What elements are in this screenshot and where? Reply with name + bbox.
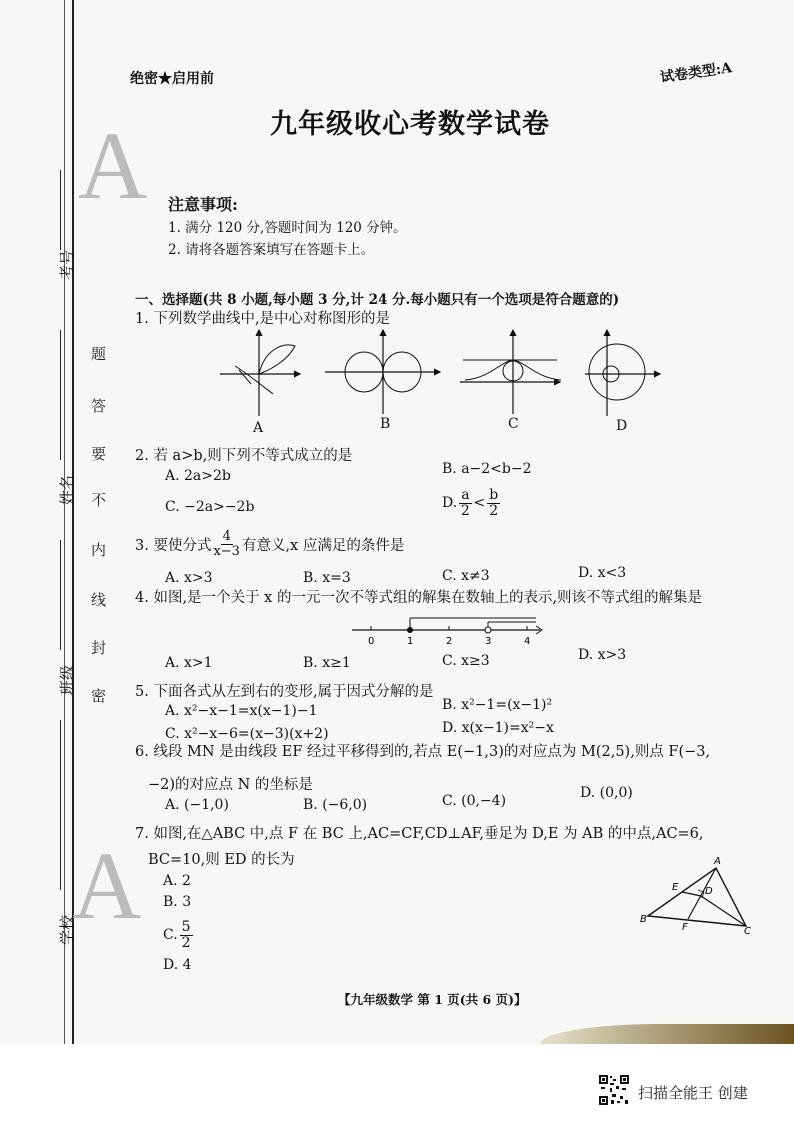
question-6-line1: 6. 线段 MN 是由线段 EF 经过平移得到的,若点 E(−1,3)的对应点为 M(2,5),则点 F(−3,: [135, 744, 711, 760]
field-line-name: [60, 330, 61, 460]
q3-option-d: D. x<3: [578, 565, 627, 581]
field-line-exam-number: [60, 170, 61, 250]
q7-triangle-figure: [638, 852, 762, 936]
q2-option-c: C. −2a>−2b: [165, 499, 255, 515]
q4-option-a: A. x>1: [165, 655, 213, 671]
q5-option-d: D. x(x−1)=x²−x: [442, 720, 554, 736]
q1-label-a: A: [253, 420, 264, 436]
q2-option-d: [442, 488, 502, 518]
q6-option-b: B. (−6,0): [303, 797, 368, 813]
q6-option-c: C. (0,−4): [442, 793, 507, 809]
field-line-school: [60, 720, 61, 890]
field-name: 姓名: [58, 474, 76, 505]
q7-option-a: A. 2: [163, 873, 191, 889]
seal-char-4: 不: [89, 492, 107, 507]
confidential-label: 绝密★启用前: [130, 71, 214, 87]
question-7-line1: 7. 如图,在△ABC 中,点 F 在 BC 上,AC=CF,CD⊥AF,垂足为 D,E 为 AB 的中点,AC=6,: [135, 826, 704, 842]
note-item: 2. 请将各题答案填写在答题卡上。: [168, 242, 375, 258]
q5-option-b: B. x²−1=(x−1)²: [442, 697, 553, 713]
scanner-watermark: 扫描全能王 创建: [638, 1084, 748, 1102]
field-class: 班级: [58, 664, 76, 695]
q7-point-b: B: [640, 914, 647, 925]
q5-option-c: C. x²−x−6=(x−3)(x+2): [165, 726, 329, 742]
q7-option-d: D. 4: [163, 957, 192, 973]
q2-num-b: b: [489, 487, 499, 503]
q4-tick-0: 0: [368, 636, 375, 647]
qr-code-icon: [598, 1074, 630, 1106]
q3-option-b: B. x=3: [303, 570, 351, 586]
seal-char-1: 题: [89, 346, 107, 361]
q6-option-a: A. (−1,0): [165, 797, 229, 813]
question-6-line2: −2)的对应点 N 的坐标是: [148, 777, 313, 793]
seal-char-8: 密: [89, 688, 107, 703]
q4-tick-4: 4: [524, 636, 531, 647]
q7-point-d: D: [705, 886, 713, 897]
q7-option-c-prefix: C.: [163, 927, 178, 944]
q2-den-b: 2: [489, 502, 499, 519]
field-line-class: [60, 540, 61, 650]
q7-option-c: [163, 920, 195, 950]
q1-label-c: C: [508, 416, 519, 432]
q7-point-e: E: [672, 882, 679, 893]
q7-point-a: A: [714, 856, 721, 867]
q5-option-a: A. x²−x−1=x(x−1)−1: [165, 703, 318, 719]
seal-char-2: 答: [89, 398, 107, 413]
q1-label-b: B: [380, 416, 391, 432]
q7-fraction: [180, 920, 193, 950]
paper-type-watermark-top: A: [78, 112, 148, 219]
q3-option-a: A. x>3: [165, 570, 213, 586]
q3-frac-den: x−3: [213, 543, 240, 559]
question-4-stem: 4. 如图,是一个关于 x 的一元一次不等式组的解集在数轴上的表示,则该不等式组的解集是: [135, 590, 703, 606]
q3-option-c: C. x≠3: [442, 568, 490, 584]
q2-fraction-a: [459, 488, 471, 518]
question-5-stem: 5. 下面各式从左到右的变形,属于因式分解的是: [135, 684, 434, 700]
notes-heading: 注意事项:: [168, 195, 238, 214]
q2-den-a: 2: [460, 502, 470, 519]
question-1-stem: 1. 下列数学曲线中,是中心对称图形的是: [135, 311, 391, 327]
page-footer: 【九年级数学 第 1 页(共 6 页)】: [338, 992, 527, 1007]
q7-point-c: C: [744, 926, 751, 936]
question-2-stem: 2. 若 a>b,则下列不等式成立的是: [135, 448, 353, 464]
q1-figure-d: [585, 330, 660, 416]
seal-char-3: 要: [89, 446, 107, 461]
question-7-line2: BC=10,则 ED 的长为: [148, 852, 295, 868]
q6-option-d: D. (0,0): [580, 785, 633, 801]
q1-figure-a: [220, 330, 300, 416]
q1-figure-b: [325, 330, 440, 414]
q1-curve-figures: [215, 328, 675, 418]
field-school: 学校: [58, 914, 76, 945]
q1-figure-c: [460, 330, 561, 414]
q1-label-d: D: [616, 418, 628, 434]
q3-fraction: [213, 530, 240, 558]
q7-point-f: F: [682, 922, 688, 933]
seal-char-5: 内: [89, 542, 107, 557]
q7-frac-den: 2: [181, 934, 191, 951]
question-3-stem: [135, 530, 404, 558]
q3-stem-pre: 3. 要使分式: [135, 537, 212, 554]
q4-tick-2: 2: [446, 636, 453, 647]
section-heading: 一、选择题(共 8 小题,每小题 3 分,计 24 分.每小题只有一个选项是符合题意的): [135, 292, 620, 308]
seal-char-6: 线: [89, 592, 107, 607]
q3-frac-num: 4: [222, 529, 231, 544]
q4-option-d: D. x>3: [578, 647, 627, 663]
page-title: 九年级收心考数学试卷: [270, 109, 550, 140]
margin-line-outer: [64, 0, 65, 1044]
q2-op: <: [473, 495, 486, 512]
q7-frac-num: 5: [181, 919, 191, 935]
field-exam-number: 考号: [58, 249, 76, 280]
q2-option-d-prefix: D.: [442, 495, 458, 512]
q2-option-a: A. 2a>2b: [165, 468, 231, 484]
note-item: 1. 满分 120 分,答题时间为 120 分钟。: [168, 220, 407, 236]
q4-number-line: [350, 612, 550, 648]
q2-num-a: a: [461, 487, 470, 503]
q2-option-b: B. a−2<b−2: [442, 461, 532, 477]
q4-tick-3: 3: [485, 636, 492, 647]
paper-type-label: 试卷类型:A: [659, 60, 733, 86]
seal-char-7: 封: [89, 640, 107, 655]
paper-type-watermark-bottom: A: [72, 832, 142, 939]
q4-option-c: C. x≥3: [442, 653, 490, 669]
q7-option-b: B. 3: [163, 894, 192, 910]
q4-tick-1: 1: [407, 636, 414, 647]
q3-stem-post: 有意义,x 应满足的条件是: [241, 537, 405, 554]
q2-fraction-b: [487, 488, 500, 518]
q4-option-b: B. x≥1: [303, 655, 351, 671]
